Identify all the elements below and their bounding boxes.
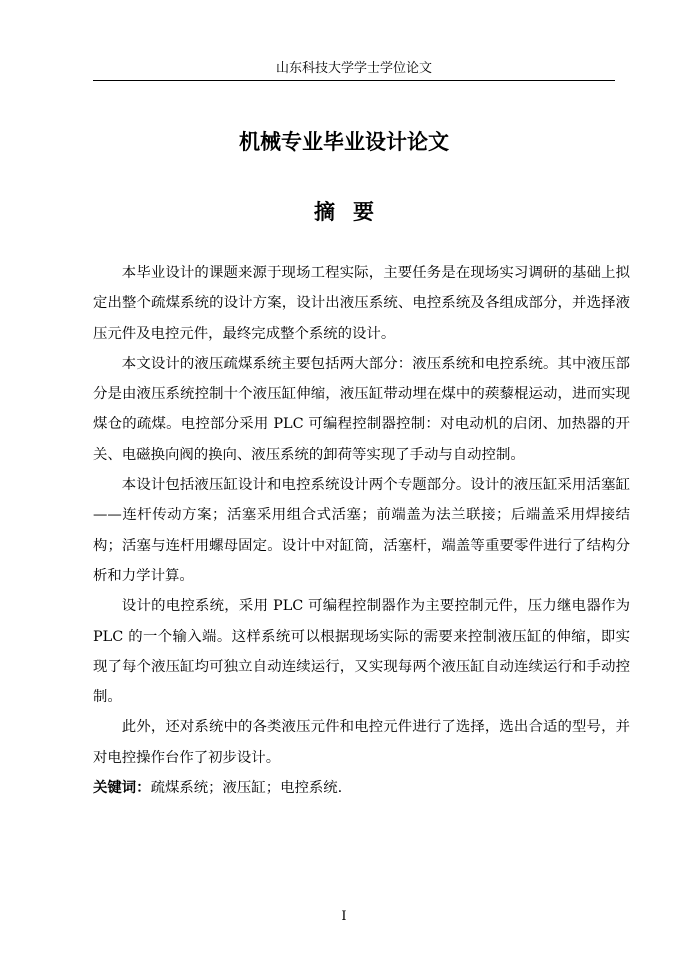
keywords-label: 关键词： bbox=[93, 779, 151, 797]
abstract-paragraph-5: 此外，还对系统中的各类液压元件和电控元件进行了选择，选出合适的型号，并对电控操作台作了初步设计。 bbox=[93, 719, 630, 766]
keywords-text: 疏煤系统；液压缸；电控系统. bbox=[150, 780, 343, 797]
abstract-paragraph-4: 设计的电控系统，采用 PLC 可编程控制器作为主要控制元件，压力继电器作为 PLC 的一个输入端。这样系统可以根据现场实际的需要来控制液压缸的伸缩，即实现了每个液压缸均可独立自动连续运行，又实现每两个液压缸自动连续运行和手动控制。 bbox=[93, 598, 630, 706]
abstract-heading: 摘要 bbox=[314, 200, 392, 224]
abstract-body bbox=[93, 258, 630, 803]
keywords-line bbox=[93, 773, 630, 803]
abstract-paragraph-2: 本文设计的液压疏煤系统主要包括两大部分：液压系统和电控系统。其中液压部分是由液压系统控制十个液压缸伸缩，液压缸带动埋在煤中的蒺藜棍运动，进而实现煤仓的疏煤。电控部分采用 PLC 可编程控制器控制：对电动机的启闭、加热器的开关、电磁换向阀的换向、液压系统的卸荷等实现了手动与自动控制。 bbox=[93, 355, 630, 463]
abstract-paragraph-3: 本设计包括液压缸设计和电控系统设计两个专题部分。设计的液压缸采用活塞缸——连杆传动方案；活塞采用组合式活塞；前端盖为法兰联接；后端盖采用焊接结构；活塞与连杆用螺母固定。设计中对缸筒，活塞杆，端盖等重要零件进行了结构分析和力学计算。 bbox=[93, 477, 630, 584]
running-header: 山东科技大学学士学位论文 bbox=[93, 58, 615, 81]
abstract-paragraph-1: 本毕业设计的课题来源于现场工程实际，主要任务是在现场实习调研的基础上拟定出整个疏煤系统的设计方案，设计出液压系统、电控系统及各组成部分，并选择液压元件及电控元件，最终完成整个系统的设计。 bbox=[93, 265, 630, 342]
page-number: I bbox=[341, 909, 347, 924]
document-title: 机械专业毕业设计论文 bbox=[239, 130, 449, 154]
